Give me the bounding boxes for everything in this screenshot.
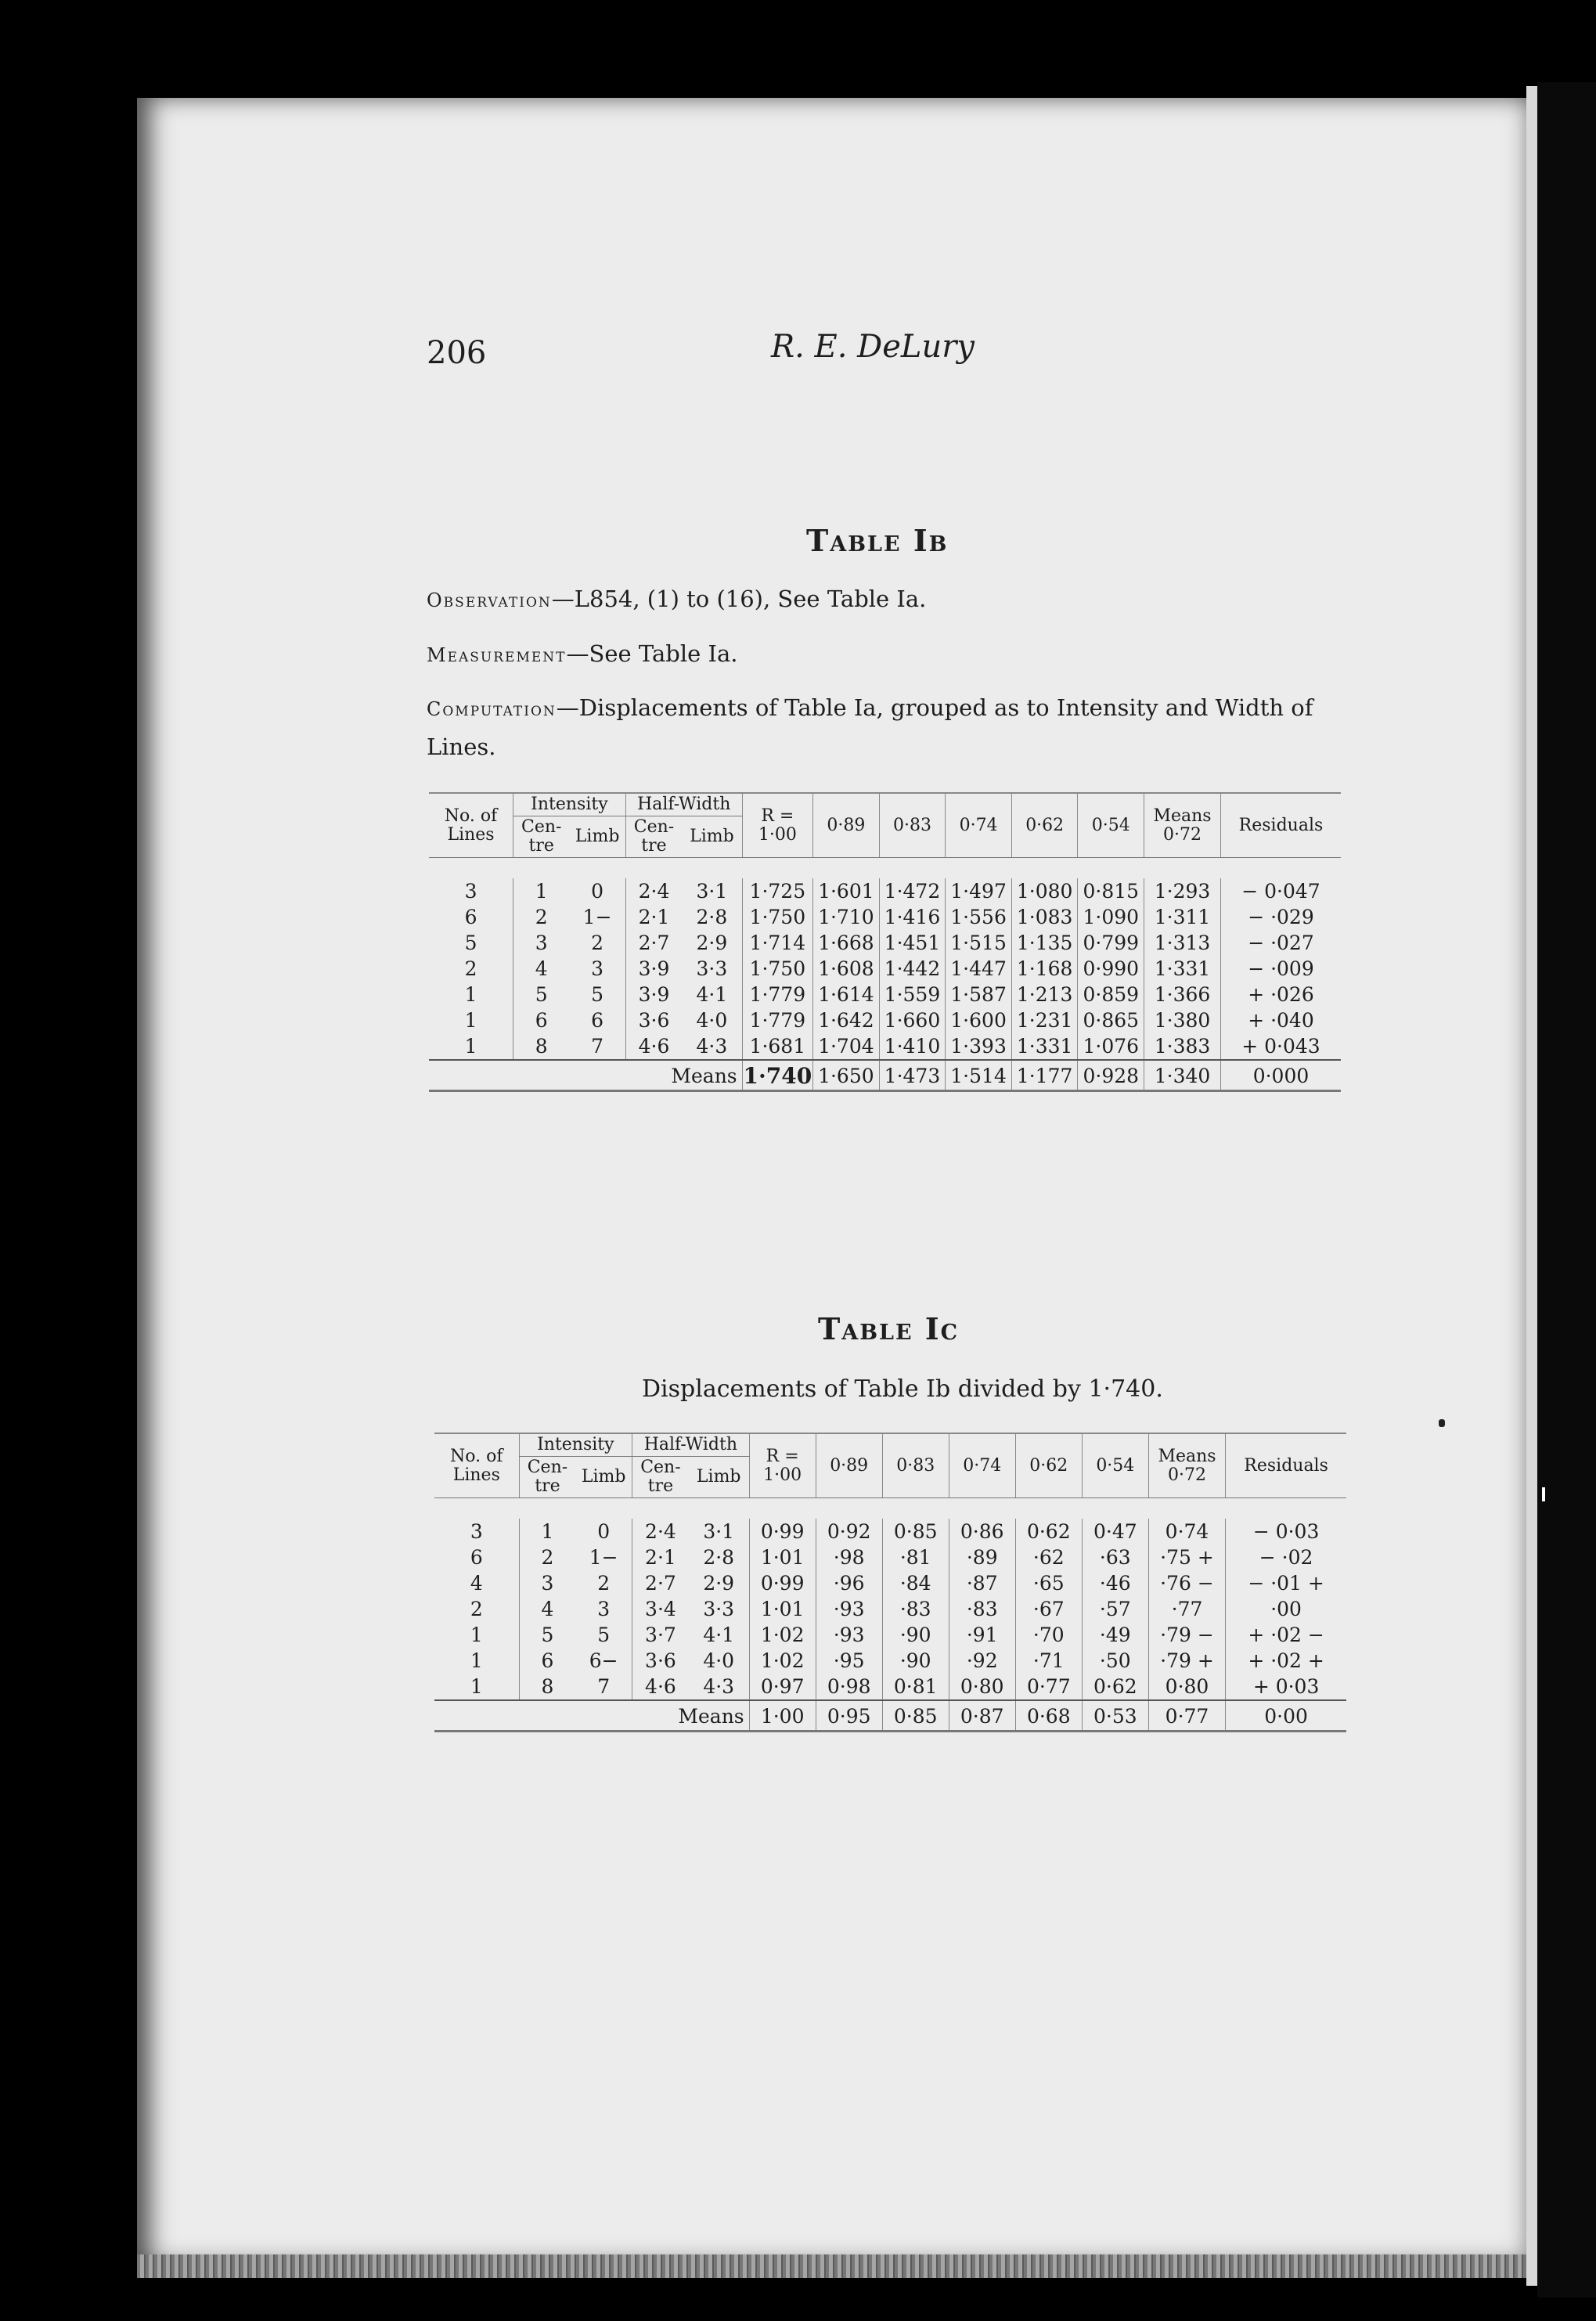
cell: 8	[519, 1674, 575, 1700]
cell: 0·990	[1078, 956, 1144, 982]
cell: 4·0	[696, 1009, 728, 1032]
cell: 1·601	[813, 878, 880, 904]
cell: 3	[464, 880, 477, 903]
cell: ·79 −	[1148, 1622, 1225, 1648]
col-083: 0·83	[879, 793, 946, 858]
cell: 6	[464, 906, 477, 928]
cell: 0·85	[882, 1700, 949, 1732]
cell: 0·62	[1082, 1674, 1148, 1700]
col-half-centre: Cen-tre	[632, 1457, 689, 1498]
cell: 0·77	[1015, 1674, 1082, 1700]
col-089: 0·89	[813, 793, 880, 858]
computation-line	[427, 689, 1350, 766]
cell: 4	[513, 956, 570, 982]
cell: 0·99	[749, 1519, 816, 1544]
cell: 6−	[589, 1649, 618, 1672]
cell: 1	[470, 1675, 483, 1698]
cell: 1·451	[879, 930, 946, 956]
cell: 1·600	[946, 1007, 1012, 1033]
cell: 4·6	[632, 1674, 689, 1700]
cell: 0·47	[1082, 1519, 1148, 1544]
table-row	[429, 956, 1341, 982]
cell: 1·681	[742, 1033, 812, 1060]
cell: 6	[519, 1648, 575, 1674]
cell: 3	[513, 930, 570, 956]
col-intensity: Intensity	[519, 1433, 632, 1457]
cell: 4	[519, 1596, 575, 1622]
col-means: Means 0·72	[1148, 1433, 1225, 1498]
cell: 6	[470, 1546, 483, 1569]
cell: 1·083	[1011, 904, 1078, 930]
cell: 1·416	[879, 904, 946, 930]
cell: 1·393	[946, 1033, 1012, 1060]
col-no-of-lines: No. of Lines	[429, 793, 513, 858]
cell: ·91	[949, 1622, 1015, 1648]
cell: 0·81	[882, 1674, 949, 1700]
table-row	[429, 982, 1341, 1007]
cell: 4·1	[703, 1624, 735, 1646]
cell: ·00	[1226, 1596, 1346, 1622]
cell: 0	[597, 1520, 611, 1543]
col-074: 0·74	[949, 1433, 1015, 1498]
cell: 1·750	[742, 956, 812, 982]
cell: ·62	[1015, 1544, 1082, 1570]
table-row	[429, 1007, 1341, 1033]
col-089: 0·89	[816, 1433, 882, 1498]
cell: 0·68	[1015, 1700, 1082, 1732]
cell: 1·660	[879, 1007, 946, 1033]
cell: 0·00	[1226, 1700, 1346, 1732]
cell: 1·779	[742, 982, 812, 1007]
cell: 1·213	[1011, 982, 1078, 1007]
book-page	[137, 98, 1526, 2274]
cell: 1·380	[1144, 1007, 1221, 1033]
cell: 3	[591, 957, 604, 980]
col-residuals: Residuals	[1226, 1433, 1346, 1498]
cell: 1−	[589, 1546, 618, 1569]
cell: ·81	[882, 1544, 949, 1570]
table-c-body	[434, 1498, 1346, 1732]
col-intensity-centre: Cen-tre	[519, 1457, 575, 1498]
cell: ·83	[949, 1596, 1015, 1622]
cell: ·95	[816, 1648, 882, 1674]
cell: 2·7	[625, 930, 682, 956]
cell: 2	[591, 932, 604, 954]
means-label: Means	[429, 1060, 742, 1091]
cell: 0·865	[1078, 1007, 1144, 1033]
cell: ·75 +	[1148, 1544, 1225, 1570]
cell: 1·076	[1078, 1033, 1144, 1060]
table-c-header	[434, 1433, 1346, 1498]
cell: 1·080	[1011, 878, 1078, 904]
cell: ·67	[1015, 1596, 1082, 1622]
table-row	[434, 1519, 1346, 1544]
cell: 2	[513, 904, 570, 930]
means-label: Means	[434, 1700, 749, 1732]
cell: ·93	[816, 1596, 882, 1622]
cell: 2·1	[625, 904, 682, 930]
cell: 2	[597, 1572, 611, 1595]
cell: 2·7	[632, 1570, 689, 1596]
col-half-centre: Cen-tre	[625, 816, 682, 858]
cell: − ·009	[1220, 956, 1341, 982]
scan-mark	[1542, 1487, 1545, 1501]
means-row	[429, 1060, 1341, 1091]
table-row	[429, 904, 1341, 930]
cell: 1·779	[742, 1007, 812, 1033]
cell: 1·02	[749, 1622, 816, 1648]
cell: + ·026	[1220, 982, 1341, 1007]
table-c-subtitle: Displacements of Table Ib divided by 1·740.	[642, 1375, 1163, 1403]
cell: 2·1	[632, 1544, 689, 1570]
cell: ·90	[882, 1648, 949, 1674]
cell: 3	[470, 1520, 483, 1543]
cell: 1·650	[813, 1060, 880, 1091]
cell: ·90	[882, 1622, 949, 1648]
cell: 0·85	[882, 1519, 949, 1544]
cell: 3·6	[632, 1648, 689, 1674]
page-number: 206	[427, 335, 487, 371]
observation-line	[427, 586, 926, 612]
col-intensity-centre: Cen-tre	[513, 816, 570, 858]
cell: + 0·03	[1226, 1674, 1346, 1700]
cell: ·49	[1082, 1622, 1148, 1648]
scan-right-margin	[1526, 86, 1537, 2286]
table-b	[429, 792, 1341, 1092]
running-head: R. E. DeLury	[771, 329, 975, 365]
table-row	[434, 1570, 1346, 1596]
cell: 2·4	[625, 878, 682, 904]
cell: 6	[513, 1007, 570, 1033]
cell: 1·740	[742, 1060, 812, 1091]
cell: ·70	[1015, 1622, 1082, 1648]
cell: − 0·047	[1220, 878, 1341, 904]
cell: 2	[519, 1544, 575, 1570]
cell: 3·4	[632, 1596, 689, 1622]
cell: 8	[513, 1033, 570, 1060]
computation-label: Computation	[427, 698, 557, 720]
cell: 0·799	[1078, 930, 1144, 956]
col-intensity-limb: Limb	[569, 816, 625, 858]
ink-speck	[1439, 1419, 1445, 1427]
cell: 1·366	[1144, 982, 1221, 1007]
cell: − ·027	[1220, 930, 1341, 956]
cell: 1·340	[1144, 1060, 1221, 1091]
cell: 1·02	[749, 1648, 816, 1674]
cell: 2	[470, 1598, 483, 1620]
cell: 1	[470, 1649, 483, 1672]
cell: 4	[470, 1572, 483, 1595]
cell: 2·4	[632, 1519, 689, 1544]
cell: 2·8	[696, 906, 728, 928]
cell: 3·3	[703, 1598, 735, 1620]
table-row	[434, 1544, 1346, 1570]
cell: 1·293	[1144, 878, 1221, 904]
cell: 1·608	[813, 956, 880, 982]
cell: 1·714	[742, 930, 812, 956]
cell: 1·642	[813, 1007, 880, 1033]
cell: 1·515	[946, 930, 1012, 956]
col-062: 0·62	[1011, 793, 1078, 858]
table-row	[434, 1622, 1346, 1648]
cell: ·65	[1015, 1570, 1082, 1596]
measurement-line	[427, 640, 737, 667]
cell: 5	[597, 1624, 611, 1646]
table-row	[429, 878, 1341, 904]
cell: − 0·03	[1226, 1519, 1346, 1544]
table-row	[434, 1674, 1346, 1700]
cell: 2·9	[703, 1572, 735, 1595]
cell: 1	[464, 1009, 477, 1032]
cell: ·93	[816, 1622, 882, 1648]
cell: ·96	[816, 1570, 882, 1596]
cell: ·83	[882, 1596, 949, 1622]
col-residuals: Residuals	[1220, 793, 1341, 858]
observation-text: —L854, (1) to (16), See Table Ia.	[551, 586, 927, 612]
cell: − ·029	[1220, 904, 1341, 930]
cell: 3·9	[625, 982, 682, 1007]
cell: 1·410	[879, 1033, 946, 1060]
cell: 4·1	[696, 983, 728, 1006]
cell: 0·928	[1078, 1060, 1144, 1091]
cell: 5	[464, 932, 477, 954]
cell: 1	[513, 878, 570, 904]
col-intensity-limb: Limb	[575, 1457, 632, 1498]
cell: 1·704	[813, 1033, 880, 1060]
cell: 4·0	[703, 1649, 735, 1672]
cell: + ·02 +	[1226, 1648, 1346, 1674]
cell: ·76 −	[1148, 1570, 1225, 1596]
cell: − ·01 +	[1226, 1570, 1346, 1596]
col-means: Means 0·72	[1144, 793, 1221, 858]
scan-dark-border	[1537, 82, 1596, 2298]
cell: + ·040	[1220, 1007, 1341, 1033]
cell: 1·556	[946, 904, 1012, 930]
col-054: 0·54	[1082, 1433, 1148, 1498]
cell: ·92	[949, 1648, 1015, 1674]
cell: 2	[464, 957, 477, 980]
table-c	[434, 1433, 1346, 1732]
cell: 3·3	[696, 957, 728, 980]
cell: 1	[464, 983, 477, 1006]
cell: ·89	[949, 1544, 1015, 1570]
cell: 5	[513, 982, 570, 1007]
cell: 1·668	[813, 930, 880, 956]
cell: 0·000	[1220, 1060, 1341, 1091]
col-r: R = 1·00	[742, 793, 812, 858]
cell: 1·725	[742, 878, 812, 904]
col-half-width: Half-Width	[625, 793, 742, 816]
cell: ·87	[949, 1570, 1015, 1596]
scan-bottom-edge	[137, 2254, 1526, 2278]
cell: 1·587	[946, 982, 1012, 1007]
cell: 1·01	[749, 1596, 816, 1622]
cell: 1	[470, 1624, 483, 1646]
cell: 3	[597, 1598, 611, 1620]
cell: 0·53	[1082, 1700, 1148, 1732]
table-b-body	[429, 858, 1341, 1091]
cell: 0·62	[1015, 1519, 1082, 1544]
cell: 7	[591, 1035, 604, 1058]
cell: 1·559	[879, 982, 946, 1007]
cell: 1·231	[1011, 1007, 1078, 1033]
cell: 1·313	[1144, 930, 1221, 956]
cell: ·50	[1082, 1648, 1148, 1674]
cell: ·57	[1082, 1596, 1148, 1622]
cell: 2·8	[703, 1546, 735, 1569]
cell: 0·95	[816, 1700, 882, 1732]
cell: 3·9	[625, 956, 682, 982]
cell: 0·98	[816, 1674, 882, 1700]
table-row	[434, 1596, 1346, 1622]
col-intensity: Intensity	[513, 793, 626, 816]
col-083: 0·83	[882, 1433, 949, 1498]
cell: ·63	[1082, 1544, 1148, 1570]
col-054: 0·54	[1078, 793, 1144, 858]
table-b-title: Table Ib	[806, 523, 949, 558]
col-r: R = 1·00	[749, 1433, 816, 1498]
cell: 7	[597, 1675, 611, 1698]
cell: ·84	[882, 1570, 949, 1596]
cell: 5	[591, 983, 604, 1006]
cell: 3·1	[696, 880, 728, 903]
cell: 1·311	[1144, 904, 1221, 930]
cell: 4·3	[703, 1675, 735, 1698]
cell: 1	[519, 1519, 575, 1544]
cell: 1·473	[879, 1060, 946, 1091]
cell: 1·01	[749, 1544, 816, 1570]
table-c-title: Table Ic	[818, 1311, 960, 1346]
table-b-header	[429, 793, 1341, 858]
cell: 6	[591, 1009, 604, 1032]
cell: 1·614	[813, 982, 880, 1007]
cell: 3·1	[703, 1520, 735, 1543]
cell: 1·447	[946, 956, 1012, 982]
cell: 1·135	[1011, 930, 1078, 956]
cell: 5	[519, 1622, 575, 1648]
col-half-limb: Limb	[682, 816, 742, 858]
cell: 4·3	[696, 1035, 728, 1058]
measurement-text: —See Table Ia.	[566, 640, 738, 667]
cell: 1·177	[1011, 1060, 1078, 1091]
cell: 0·77	[1148, 1700, 1225, 1732]
cell: 1−	[582, 906, 612, 928]
cell: ·98	[816, 1544, 882, 1570]
cell: 1·472	[879, 878, 946, 904]
cell: 3·7	[632, 1622, 689, 1648]
cell: 0	[591, 880, 604, 903]
computation-text: —Displacements of Table Ia, grouped as to Intensity and Width of Lines.	[427, 694, 1313, 760]
cell: 1·710	[813, 904, 880, 930]
cell: 2·9	[696, 932, 728, 954]
cell: 4·6	[625, 1033, 682, 1060]
cell: + ·02 −	[1226, 1622, 1346, 1648]
cell: 1·168	[1011, 956, 1078, 982]
cell: 0·859	[1078, 982, 1144, 1007]
cell: 1·383	[1144, 1033, 1221, 1060]
cell: − ·02	[1226, 1544, 1346, 1570]
cell: 0·80	[949, 1674, 1015, 1700]
cell: 1·00	[749, 1700, 816, 1732]
cell: 1·090	[1078, 904, 1144, 930]
cell: 1·331	[1144, 956, 1221, 982]
cell: 3·6	[625, 1007, 682, 1033]
cell: + 0·043	[1220, 1033, 1341, 1060]
table-row	[434, 1648, 1346, 1674]
cell: 1·442	[879, 956, 946, 982]
cell: 0·87	[949, 1700, 1015, 1732]
table-row	[429, 1033, 1341, 1060]
cell: ·77	[1148, 1596, 1225, 1622]
cell: 1	[464, 1035, 477, 1058]
col-no-of-lines: No. of Lines	[434, 1433, 519, 1498]
cell: 0·99	[749, 1570, 816, 1596]
cell: ·79 +	[1148, 1648, 1225, 1674]
cell: 1·750	[742, 904, 812, 930]
cell: 0·97	[749, 1674, 816, 1700]
cell: 0·815	[1078, 878, 1144, 904]
measurement-label: Measurement	[427, 644, 567, 666]
cell: 1·497	[946, 878, 1012, 904]
observation-label: Observation	[427, 589, 552, 611]
cell: 0·92	[816, 1519, 882, 1544]
cell: 3	[519, 1570, 575, 1596]
cell: 0·74	[1148, 1519, 1225, 1544]
cell: ·46	[1082, 1570, 1148, 1596]
cell: 1·514	[946, 1060, 1012, 1091]
cell: 0·86	[949, 1519, 1015, 1544]
means-row	[434, 1700, 1346, 1732]
col-062: 0·62	[1015, 1433, 1082, 1498]
cell: 1·331	[1011, 1033, 1078, 1060]
table-row	[429, 930, 1341, 956]
col-half-limb: Limb	[689, 1457, 749, 1498]
cell: ·71	[1015, 1648, 1082, 1674]
col-074: 0·74	[946, 793, 1012, 858]
cell: 0·80	[1148, 1674, 1225, 1700]
col-half-width: Half-Width	[632, 1433, 750, 1457]
